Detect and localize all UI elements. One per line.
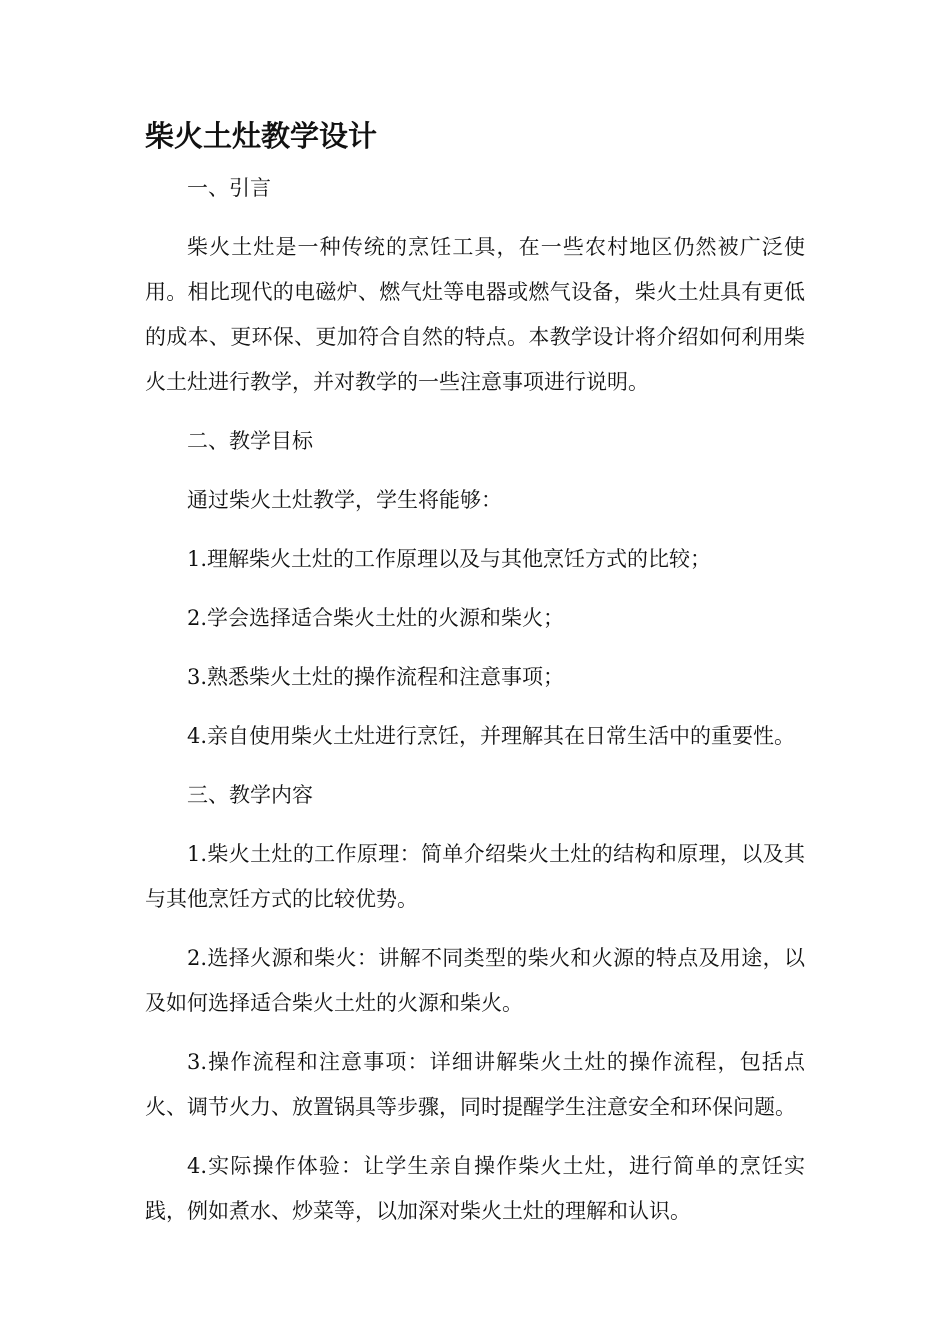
document-title: 柴火土灶教学设计 — [145, 119, 378, 153]
content-item-2: 2.选择火源和柴火：讲解不同类型的柴火和火源的特点及用途，以及如何选择适合柴火土灶的火源和柴火。 — [145, 946, 805, 1015]
section-heading-introduction: 一、引言 — [187, 176, 271, 200]
section-heading-objectives: 二、教学目标 — [187, 429, 313, 453]
objective-item-3: 3.熟悉柴火土灶的操作流程和注意事项； — [187, 665, 565, 689]
objective-item-2: 2.学会选择适合柴火土灶的火源和柴火； — [187, 606, 565, 630]
section-heading-content: 三、教学内容 — [187, 783, 313, 807]
objective-item-4: 4.亲自使用柴火土灶进行烹饪，并理解其在日常生活中的重要性。 — [187, 724, 796, 748]
content-item-4: 4.实际操作体验：让学生亲自操作柴火土灶，进行简单的烹饪实践，例如煮水、炒菜等，以加深对柴火土灶的理解和认识。 — [145, 1154, 805, 1223]
objective-item-1: 1.理解柴火土灶的工作原理以及与其他烹饪方式的比较； — [187, 547, 712, 571]
document-body — [145, 112, 805, 1248]
content-item-1: 1.柴火土灶的工作原理：简单介绍柴火土灶的结构和原理，以及其与其他烹饪方式的比较优势。 — [145, 842, 805, 911]
paragraph-introduction: 柴火土灶是一种传统的烹饪工具，在一些农村地区仍然被广泛使用。相比现代的电磁炉、燃气灶等电器或燃气设备，柴火土灶具有更低的成本、更环保、更加符合自然的特点。本教学设计将介绍如何利用柴火土灶进行教学，并对教学的一些注意事项进行说明。 — [145, 235, 805, 394]
content-item-3: 3.操作流程和注意事项：详细讲解柴火土灶的操作流程，包括点火、调节火力、放置锅具等步骤，同时提醒学生注意安全和环保问题。 — [145, 1050, 805, 1119]
paragraph-objectives-lead: 通过柴火土灶教学，学生将能够： — [187, 488, 502, 512]
